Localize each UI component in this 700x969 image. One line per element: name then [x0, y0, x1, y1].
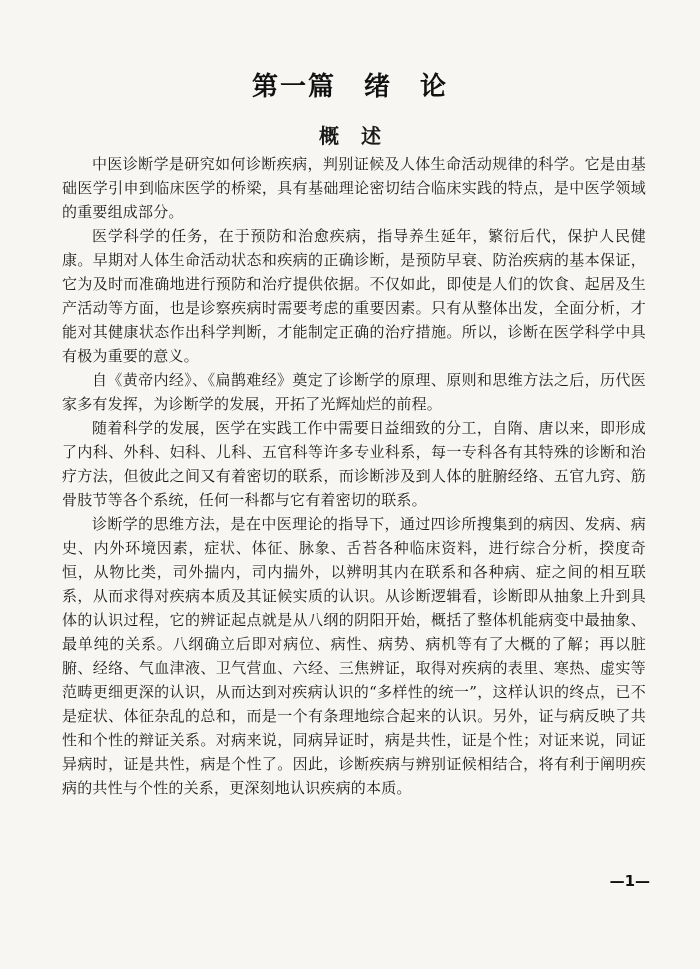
paragraph-5: 诊断学的思维方法，是在中医理论的指导下，通过四诊所搜集到的病因、发病、病史、内外环境因素，症状、体征、脉象、舌苔各种临床资料，进行综合分析，揆度奇恒，从物比类，司外揣内，司内揣外，以辨明其内在联系和各种病、症之间的相互联系，从而求得对疾病本质及其证候实质的认识。从诊断逻辑看，诊断即从抽象上升到具体的认识过程，它的辨证起点就是从八纲的阴阳开始，概括了整体机能病变中最抽象、最单纯的关系。八纲确立后即对病位、病性、病势、病机等有了大概的了解；再以脏腑、经络、气血津液、卫气营血、六经、三焦辨证，取得对疾病的表里、寒热、虚实等范畴更细更深的认识，从而达到对疾病认识的“多样性的统一”，这样认识的终点，已不是症状、体征杂乱的总和，而是一个有条理地综合起来的认识。另外，证与病反映了共性和个性的辩证关系。对病来说，同病异证时，病是共性，证是个性；对证来说，同证异病时，证是共性，病是个性了。因此，诊断疾病与辨别证候相结合，将有利于阐明疾病的共性与个性的关系，更深刻地认识疾病的本质。: [62, 515, 646, 797]
paragraph-2: 医学科学的任务，在于预防和治愈疾病，指导养生延年，繁衍后代，保护人民健康。早期对人体生命活动状态和疾病的正确诊断，是预防早衰、防治疾病的基本保证，它为及时而准确地进行预防和治疗提供依据。不仅如此，即使是人们的饮食、起居及生产活动等方面，也是诊察疾病时需要考虑的重要因素。只有从整体出发，全面分析，才能对其健康状态作出科学判断，才能制定正确的治疗措施。所以，诊断在医学科学中具有极为重要的意义。: [62, 227, 646, 365]
section-title: 概述: [319, 124, 403, 148]
paragraph-1: 中医诊断学是研究如何诊断疾病，判别证候及人体生命活动规律的科学。它是由基础医学引申到临床医学的桥梁，具有基础理论密切结合临床实践的特点，是中医学领域的重要组成部分。: [62, 155, 646, 221]
paragraph-4: 随着科学的发展，医学在实践工作中需要日益细致的分工，自隋、唐以来，即形成了内科、外科、妇科、儿科、五官科等许多专业科系，每一专科各有其特殊的诊断和治疗方法，但彼此之间又有着密切的联系，而诊断涉及到人体的脏腑经络、五官九窍、筋骨肢节等各个系统，任何一科都与它有着密切的联系。: [62, 419, 646, 509]
body-text: [62, 152, 646, 800]
paragraph-3: 自《黄帝内经》、《扁鹊难经》奠定了诊断学的原理、原则和思维方法之后，历代医家多有发挥，为诊断学的发展，开拓了光辉灿烂的前程。: [62, 371, 646, 413]
page-number: —1—: [609, 872, 650, 890]
chapter-title: 第一篇 绪 论: [251, 72, 448, 102]
